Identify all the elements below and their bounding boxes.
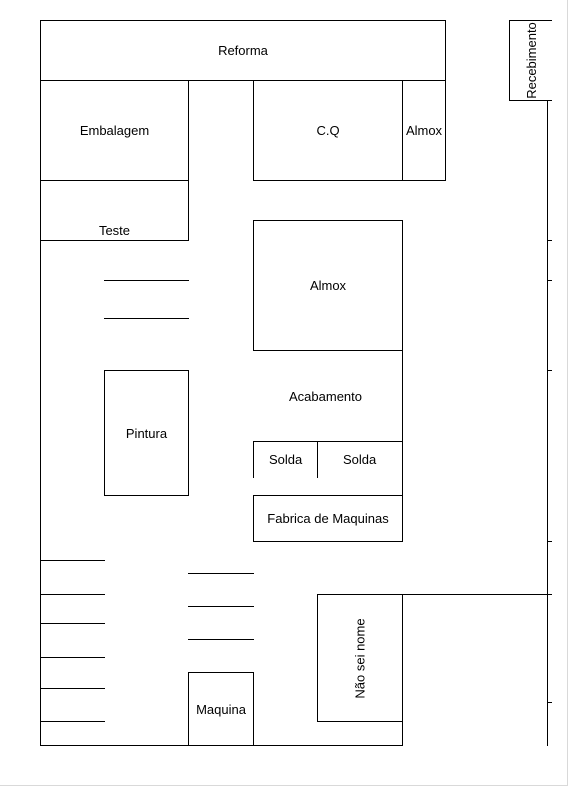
nao-sei-nome-right-wall: [402, 721, 403, 746]
room-nao-sei-nome[interactable]: [317, 594, 403, 722]
solda-right-wall: [402, 441, 403, 496]
room-almox[interactable]: [253, 220, 403, 351]
right-wall: [547, 101, 548, 746]
room-reforma-label: Reforma: [218, 43, 268, 58]
shelf-line: [188, 606, 254, 607]
room-nao-sei-nome-label: Não sei nome: [352, 617, 368, 699]
solda-left-wall: [253, 441, 254, 478]
shelf-line: [188, 573, 254, 574]
right-tick: [547, 240, 552, 241]
shelf-line: [40, 623, 105, 624]
room-acabamento-label: Acabamento: [289, 389, 362, 404]
shelf-line: [104, 318, 189, 319]
shelf-line: [40, 688, 105, 689]
room-cq-label: C.Q: [316, 123, 340, 138]
shelf-line: [188, 639, 254, 640]
shelf-line: [40, 721, 105, 722]
room-recebimento-label: Recebimento: [523, 22, 539, 99]
room-solda-1-label: Solda: [269, 452, 303, 467]
room-almox-label: Almox: [309, 278, 347, 293]
room-almox-small-label: Almox: [405, 123, 443, 138]
shelf-line: [40, 657, 105, 658]
nao-sei-nome-extension: [402, 594, 552, 595]
shelf-line: [104, 280, 189, 281]
solda-divider: [317, 441, 318, 478]
right-tick: [547, 370, 552, 371]
room-teste[interactable]: [40, 180, 189, 241]
right-tick: [547, 702, 552, 703]
solda-top-wall: [253, 441, 403, 442]
shelf-line: [40, 560, 105, 561]
right-tick: [547, 541, 552, 542]
room-embalagem[interactable]: [40, 80, 189, 181]
room-almox-small[interactable]: [402, 80, 446, 181]
room-fabrica-label: Fabrica de Maquinas: [267, 511, 389, 526]
room-cq[interactable]: [253, 80, 403, 181]
room-maquina-label: Maquina: [196, 701, 246, 717]
room-maquina[interactable]: [188, 672, 254, 746]
room-reforma[interactable]: [40, 20, 446, 81]
room-solda-2-label: Solda: [343, 452, 377, 467]
room-embalagem-label: Embalagem: [79, 123, 150, 138]
acabamento-wall: [402, 350, 403, 442]
room-recebimento[interactable]: [509, 20, 552, 101]
room-pintura-label: Pintura: [125, 425, 168, 441]
room-fabrica[interactable]: [253, 495, 403, 542]
room-teste-label: Teste: [98, 223, 131, 238]
room-pintura[interactable]: [104, 370, 189, 496]
shelf-line: [40, 594, 105, 595]
right-tick: [547, 280, 552, 281]
